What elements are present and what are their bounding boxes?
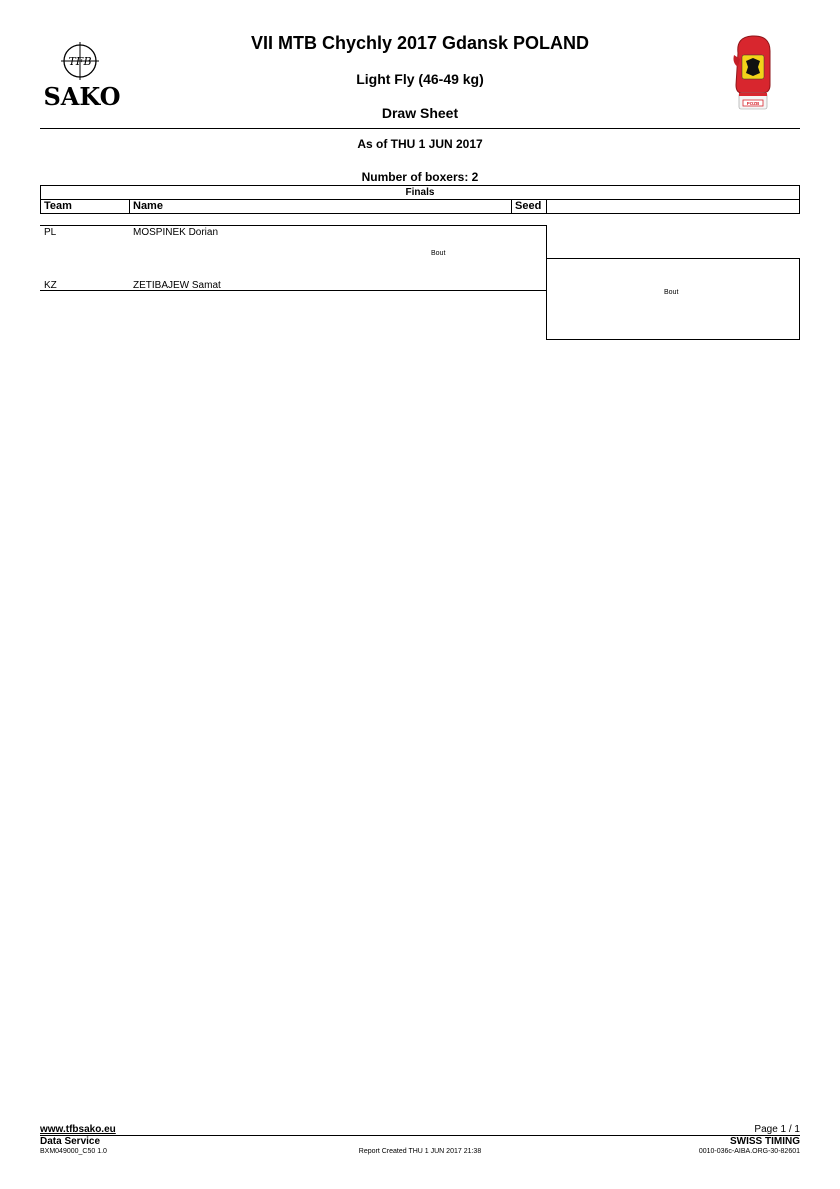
bracket-winner — [546, 258, 800, 340]
footer-data-service: Data Service — [40, 1136, 101, 1147]
column-header-team: Team — [40, 199, 130, 214]
number-of-boxers: Number of boxers: 2 — [361, 170, 479, 184]
logo-brand: SAKO — [43, 82, 121, 111]
header-divider — [40, 128, 800, 129]
weight-category: Light Fly (46-49 kg) — [356, 71, 484, 87]
footer-doc-code: BXM049000_C50 1.0 — [40, 1148, 107, 1155]
footer-website-link[interactable]: www.tfbsako.eu — [40, 1124, 116, 1135]
sheet-title: Draw Sheet — [381, 105, 459, 121]
boxer-1-team: PL — [44, 227, 57, 238]
footer-page-number: Page 1 / 1 — [754, 1124, 800, 1135]
bout-label-winner: Bout — [664, 289, 679, 296]
footer-swiss-timing: SWISS TIMING — [730, 1136, 800, 1147]
footer-report-created: Report Created THU 1 JUN 2017 21:38 — [358, 1148, 482, 1155]
logo-monogram: TFB — [68, 55, 92, 68]
boxing-glove-icon — [730, 33, 774, 111]
round-header-finals: Finals — [40, 185, 800, 199]
column-header-result — [546, 199, 800, 214]
boxer-1-name: MOSPINEK Dorian — [133, 227, 219, 238]
column-header-seed: Seed — [511, 199, 547, 214]
as-of-date: As of THU 1 JUN 2017 — [357, 137, 483, 151]
boxer-2-team: KZ — [44, 280, 57, 291]
footer-divider — [40, 1135, 800, 1136]
bout-label-finals: Bout — [431, 250, 446, 257]
column-header-name: Name — [129, 199, 512, 214]
glove-label: POZB — [746, 101, 760, 106]
event-title: VII MTB Chychly 2017 Gdansk POLAND — [250, 33, 590, 53]
bracket-finals — [40, 225, 547, 291]
footer-ref-code: 0010-036c-AIBA.ORG-30-82601 — [698, 1148, 800, 1155]
boxer-2-name: ZETIBAJEW Samat — [133, 280, 221, 291]
